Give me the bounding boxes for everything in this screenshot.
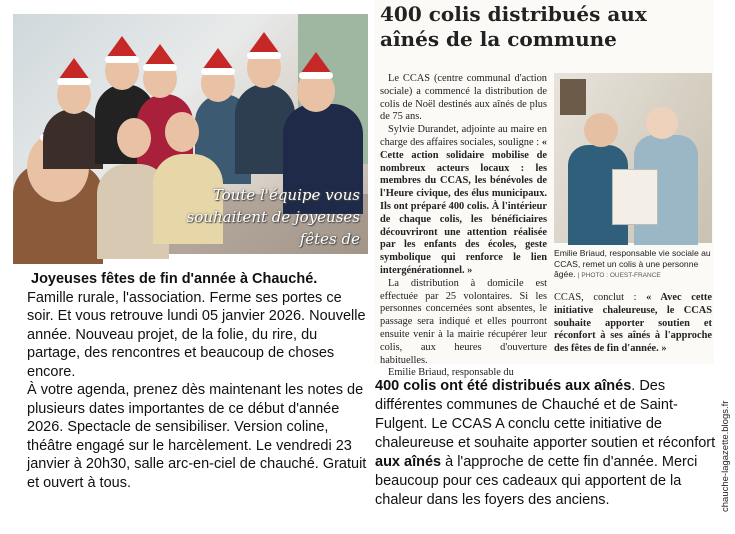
santa-hat [144, 44, 176, 66]
clipping-paragraph: Le CCAS (centre communal d'action sociale) a commencé la distribution de colis de Noël destinés aux aînés de plus de 75 ans. [380, 73, 547, 123]
clipping-paragraph [380, 124, 547, 278]
clipping-conclusion-intro: CCAS, conclut : [554, 292, 647, 303]
clipping-paragraph: Emilie Briaud, responsable du [388, 367, 514, 379]
gift-bag [612, 169, 658, 225]
santa-hat [300, 52, 332, 74]
santa-hat [248, 32, 280, 54]
santa-hat [202, 48, 234, 70]
person-face [646, 107, 678, 139]
person-body [43, 109, 103, 169]
photo-caption: Toute l'équipe vous souhaitent de joyeuses fêtes de [186, 186, 360, 248]
left-article-agenda: À votre agenda, prenez dès maintenant les notes de plusieurs dates importantes de ce début d'année 2026. Spectacle de sensibiliser. Version coline, théâtre engagé sur le harcèlement. Le vendredi 23 janvier à 20h30, salle arc-en-ciel de chauché. Gratuit et ouvert à tous. [27, 382, 367, 491]
person-face [584, 113, 618, 147]
right-article-emphasis: aux aînés [375, 454, 442, 470]
newspaper-clipping [374, 0, 714, 379]
blog-watermark: chauche-lagazette.blogs.fr [720, 400, 731, 512]
person-face [165, 112, 199, 152]
right-article-text-end: à l'approche de cette fin d'année. Merci beaucoup pour ces cadeaux qui apportent de la chaleur dans les foyers des anciens. [375, 454, 698, 508]
clipping-column-2 [554, 292, 712, 356]
clipping-paragraph: La distribution à domicile est effectuée par 25 volontaires. Si les personnes concernées sont absentes, le passage sera indiqué et elles pourront ensuite venir à la mairie récupérer leur colis, aux heures d'ouverture habituelles. [380, 277, 547, 366]
photo-caption-text: Emilie Briaud, responsable vie sociale au CCAS, remet un colis à une personne âgée. [554, 248, 711, 279]
clipping-quote: « Cette action solidaire mobilise de nombreux acteurs locaux : les membres du CCAS, les bénévoles de l'Heure civique, des élus municipaux. Ils ont préparé 400 colis. À l'intérieur de chaque colis, les bénéficiaires découvriront une attention réalisée par les enfants des écoles, geste symbolique qui renforce le lien intergénérationnel. » [380, 136, 547, 276]
left-article-body: Famille rurale, l'association. Ferme ses portes ce soir. Et vous retrouve lundi 05 janvier 2026. Nouvelle année. Nouveau projet, de la folie, du rire, du partage, des rencontres et beaucoup de choses encore. [27, 289, 366, 380]
santa-hat [58, 58, 90, 80]
clipping-headline: 400 colis distribués aux aînés de la commune [380, 2, 647, 51]
clipping-conclusion-quote: « Avec cette initiative chaleureuse, le CCAS souhaite apporter soutien et réconfort à ses aînés à l'approche des fêtes de fin d'année. » [554, 292, 712, 355]
clipping-quote-intro: Sylvie Durandet, adjointe au maire en charge des affaires sociales, souligne : [380, 124, 547, 148]
santa-hat [106, 36, 138, 58]
group-photo [13, 14, 368, 254]
clipping-photo-caption [554, 248, 712, 282]
right-article [375, 377, 720, 510]
photo-shelf [560, 79, 586, 115]
right-article-lead: 400 colis ont été distribués aux aînés [375, 378, 632, 394]
photo-credit: | PHOTO : OUEST-FRANCE [577, 272, 661, 279]
clipping-photo [554, 73, 712, 243]
clipping-column-1 [380, 73, 547, 380]
right-article-text: . Des différentes communes de Chauché et de Saint-Fulgent. Le CCAS A conclu cette initiative de chaleureuse et souhaite apporter soutien et réconfort [375, 378, 716, 451]
person-face [117, 118, 151, 158]
left-article [27, 270, 372, 492]
left-article-title: Joyeuses fêtes de fin d'année à Chauché. [31, 271, 318, 287]
